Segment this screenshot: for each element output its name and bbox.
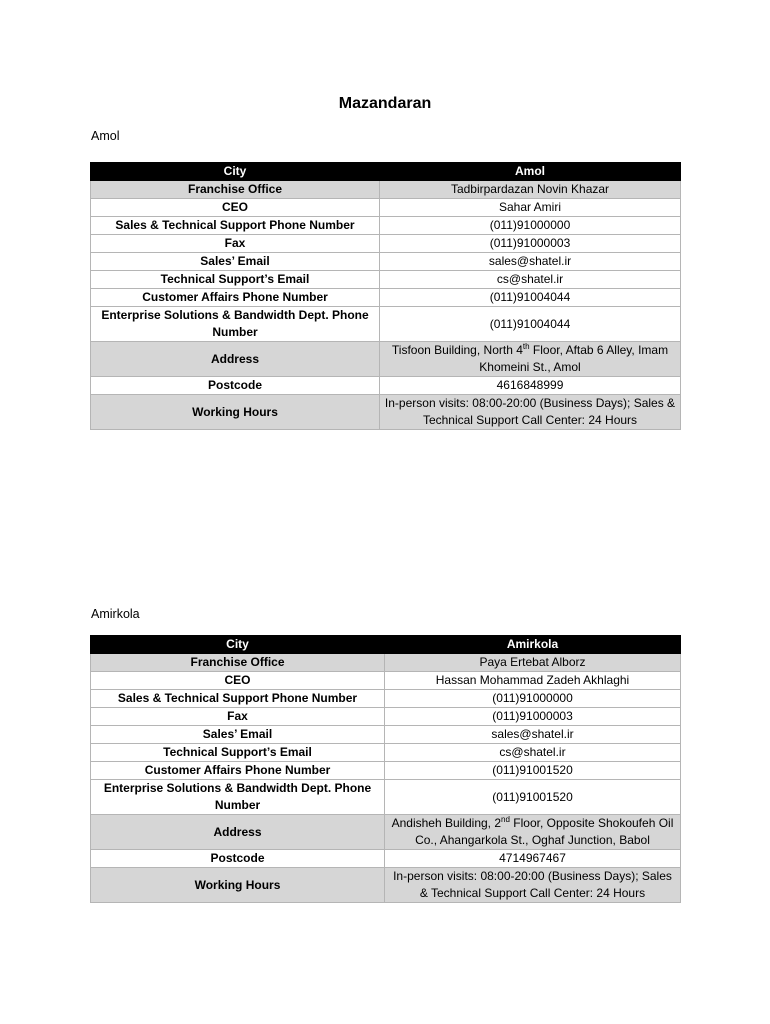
- table-row: [91, 271, 681, 289]
- row-key: Sales & Technical Support Phone Number: [91, 690, 385, 708]
- row-value: (011)91000003: [380, 235, 681, 253]
- header-value: Amirkola: [385, 636, 681, 654]
- row-value: sales@shatel.ir: [385, 726, 681, 744]
- table-row: [91, 307, 681, 342]
- row-key: Customer Affairs Phone Number: [91, 289, 380, 307]
- row-key: Enterprise Solutions & Bandwidth Dept. Phone Number: [91, 307, 380, 342]
- table-header-row: [91, 636, 681, 654]
- table-row: [91, 181, 681, 199]
- row-key: Sales & Technical Support Phone Number: [91, 217, 380, 235]
- table-row: [91, 690, 681, 708]
- address-text: Floor, Opposite Shokoufeh Oil Co., Ahangarkola St., Oghaf Junction, Babol: [415, 816, 674, 847]
- row-key: CEO: [91, 672, 385, 690]
- header-key: City: [91, 636, 385, 654]
- header-value: Amol: [380, 163, 681, 181]
- table-header-row: [91, 163, 681, 181]
- row-value: (011)91004044: [380, 307, 681, 342]
- address-text: Andisheh Building, 2: [391, 816, 502, 830]
- ordinal-suffix: th: [522, 342, 530, 351]
- row-value: 4714967467: [385, 850, 681, 868]
- address-text: Floor, Aftab 6 Alley, Imam Khomeini St., Amol: [479, 343, 669, 374]
- row-value: [380, 342, 681, 377]
- table-row: [91, 708, 681, 726]
- row-key: Working Hours: [91, 868, 385, 903]
- row-value: (011)91001520: [385, 762, 681, 780]
- row-key: Sales’ Email: [91, 253, 380, 271]
- table-row: [91, 762, 681, 780]
- row-value: (011)91000003: [385, 708, 681, 726]
- table-row: [91, 744, 681, 762]
- row-value: cs@shatel.ir: [380, 271, 681, 289]
- row-value: (011)91001520: [385, 780, 681, 815]
- row-key: Franchise Office: [91, 654, 385, 672]
- page-title: Mazandaran: [338, 95, 432, 112]
- row-key: Enterprise Solutions & Bandwidth Dept. Phone Number: [91, 780, 385, 815]
- table-row: [91, 815, 681, 850]
- row-key: Postcode: [91, 850, 385, 868]
- row-key: Address: [91, 342, 380, 377]
- address-text: Tisfoon Building, North 4: [391, 343, 523, 357]
- table-row: [91, 199, 681, 217]
- table-row: [91, 726, 681, 744]
- row-value: (011)91000000: [385, 690, 681, 708]
- row-key: Customer Affairs Phone Number: [91, 762, 385, 780]
- row-value: In-person visits: 08:00-20:00 (Business Days); Sales & Technical Support Call Center: 24 Hours: [385, 868, 681, 903]
- header-key: City: [91, 163, 380, 181]
- table-row: [91, 672, 681, 690]
- table-row: [91, 868, 681, 903]
- office-table-amirkola: [90, 635, 681, 903]
- section-label-amirkola: Amirkola: [91, 607, 140, 621]
- row-value: Tadbirpardazan Novin Khazar: [380, 181, 681, 199]
- ordinal-suffix: nd: [501, 815, 510, 824]
- table-row: [91, 217, 681, 235]
- table-row: [91, 342, 681, 377]
- row-key: Technical Support’s Email: [91, 744, 385, 762]
- row-value: Sahar Amiri: [380, 199, 681, 217]
- row-value: 4616848999: [380, 377, 681, 395]
- table-row: [91, 654, 681, 672]
- row-key: Address: [91, 815, 385, 850]
- row-value: In-person visits: 08:00-20:00 (Business Days); Sales & Technical Support Call Center: 24 Hours: [380, 395, 681, 430]
- section-label-amol: Amol: [91, 129, 120, 143]
- row-value: Paya Ertebat Alborz: [385, 654, 681, 672]
- table-row: [91, 395, 681, 430]
- row-key: Sales’ Email: [91, 726, 385, 744]
- row-key: Fax: [91, 708, 385, 726]
- row-key: Working Hours: [91, 395, 380, 430]
- table-row: [91, 235, 681, 253]
- row-key: Fax: [91, 235, 380, 253]
- table-row: [91, 850, 681, 868]
- row-value: sales@shatel.ir: [380, 253, 681, 271]
- row-value: Hassan Mohammad Zadeh Akhlaghi: [385, 672, 681, 690]
- table-row: [91, 780, 681, 815]
- row-key: Postcode: [91, 377, 380, 395]
- row-key: Franchise Office: [91, 181, 380, 199]
- row-key: Technical Support’s Email: [91, 271, 380, 289]
- table-row: [91, 253, 681, 271]
- table-row: [91, 289, 681, 307]
- row-value: cs@shatel.ir: [385, 744, 681, 762]
- table-row: [91, 377, 681, 395]
- row-value: (011)91000000: [380, 217, 681, 235]
- office-table-amol: [90, 162, 681, 430]
- row-value: (011)91004044: [380, 289, 681, 307]
- row-value: [385, 815, 681, 850]
- row-key: CEO: [91, 199, 380, 217]
